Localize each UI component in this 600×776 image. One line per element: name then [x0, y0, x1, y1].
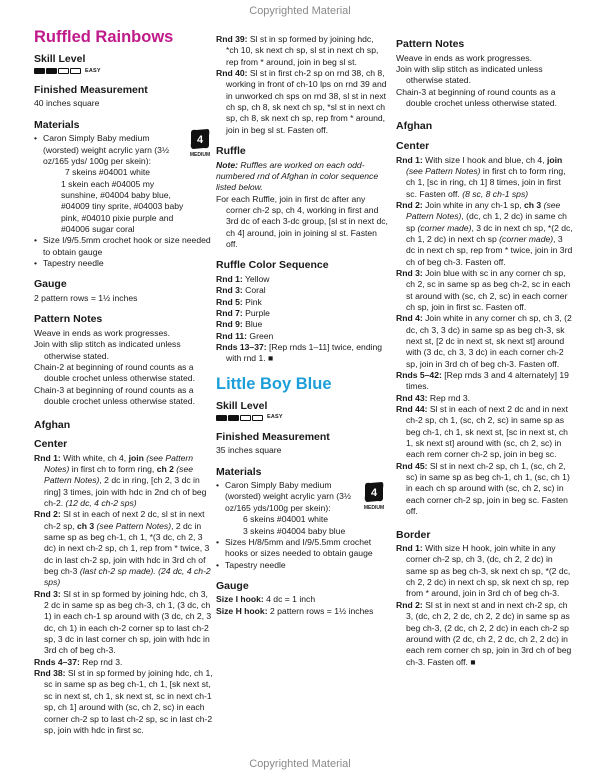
column-left: [34, 28, 214, 736]
ruffle-instruction: For each Ruffle, join in first dc after any corner ch-2 sp, ch 4, working in first and 3rd dc of each 3-dc group, [sl st in next dc, ch 4] around, join in joining sl st. Fasten off.: [216, 193, 388, 250]
finished-measurement-text: 35 inches square: [216, 445, 282, 456]
skill-level-heading: Skill Level: [34, 52, 86, 65]
pattern-notes-heading: Pattern Notes: [34, 313, 103, 326]
pattern-notes-heading: Pattern Notes: [396, 38, 465, 50]
materials-item: • Sizes H/8/5mm and I/9/5.5mm crochet hooks or sizes needed to obtain gauge: [216, 537, 388, 560]
finished-measurement-text: 40 inches square: [34, 98, 100, 109]
materials-item: • Caron Simply Baby medium (worsted) weight acrylic yarn (3½ oz/165 yds/ 100g per skein): 7 skeins #04001 white 1 skein each #04005 my sunshine, #04004 baby blue, #04009 tiny sprite, #04003 baby pink, #04010 pixie purple and #04006 sugar coral: [34, 133, 214, 235]
materials-subitem: 3 skeins #04004 baby blue: [243, 525, 346, 536]
ruffle-sequence-item: Rnd 3: Coral: [216, 285, 266, 296]
round-instruction: Rnd 1: With size I hook and blue, ch 4, join (see Pattern Notes) in first ch to form ring, ch 1, [sc in ring, ch 1] 8 times, join in first sc. Fasten off. (8 sc, 8 ch-1 sps): [396, 154, 566, 199]
round-instruction: Rnd 2: Sl st in each of next 2 dc, sl st in next ch-2 sp, ch 3 (see Pattern Notes), 2 dc in same sp as beg ch-1, ch 1, *(3 dc, ch 2, 3 dc) in next ch-2 sp, ch 1, rep from * twice, 3 dc in last ch-2 sp, join with hdc in 3rd ch of beg ch-3 (last ch-2 sp made). (24 dc, 4 ch-2 sps): [34, 509, 211, 588]
column-middle: [216, 34, 388, 617]
pattern-note: Join with slip stitch as indicated unless otherwise stated.: [396, 63, 543, 86]
round-instruction: Rnd 38: Sl st in sp formed by joining hdc, ch 1, sc in same sp as beg ch-1, ch 1, [sk next st, sc in next st, ch 1, sk next st, sc in next ch-1 sp, ch 1] around with (sc, ch 2, sc) in each corner ch-2 sp to last ch-2 sp, sc in last ch-2 sp, join with hdc in first sc.: [34, 668, 213, 735]
materials-heading: Materials: [34, 118, 80, 131]
skill-level-boxes: [34, 68, 81, 74]
gauge-text: 2 pattern rows = 1½ inches: [34, 293, 138, 304]
materials-subitem: 7 skeins #04001 white: [65, 167, 151, 178]
skill-level-word: EASY: [267, 414, 283, 421]
round-instruction: Rnd 3: Sl st in sp formed by joining hdc, ch 3, 2 dc in same sp as beg ch-3, ch 1, (3 dc, ch 1) in each ch-1 sp around with (3 dc, ch 2, 3 dc, ch 1) in each ch-2 corner sp to last ch-2 sp, 3 dc in last corner ch sp, join with hdc in 3rd ch of beg ch-3.: [34, 588, 212, 656]
center-heading: Center: [34, 438, 68, 450]
ruffle-note: Note: Ruffles are worked on each odd-numbered rnd of Afghan in color sequence listed below.: [216, 159, 379, 193]
pattern-note: Weave in ends as work progresses.: [34, 328, 170, 338]
skill-level-boxes: [216, 415, 263, 421]
skill-box-empty: [240, 415, 251, 421]
finished-measurement-heading: Finished Measurement: [216, 430, 330, 443]
round-instruction: Rnd 43: Rep rnd 3.: [396, 392, 471, 403]
materials-item: • Tapestry needle: [216, 560, 388, 571]
gauge-heading: Gauge: [216, 579, 249, 592]
materials-subitem: 1 skein each #04005 my sunshine, #04004 baby blue, #04009 tiny sprite, #04003 baby pink, #04010 pixie purple and #04006 sugar coral: [61, 178, 184, 235]
round-instruction: Rnd 40: Sl st in first ch-2 sp on rnd 38, ch 8, working in front of ch-10 lps on rnd 39 and in unworked ch sps on rnd 38, sl st in next ch sp, ch 8, sk next ch sp, *sl st in next ch sp, ch 8, sk next ch sp, rep from * around, join in beg sl st. Fasten off.: [216, 68, 387, 135]
finished-measurement-heading: Finished Measurement: [34, 83, 148, 96]
border-round-instruction: Rnd 2: Sl st in next st and in next ch-2 sp, ch 3, (dc, ch 2, 2 dc, ch 2, 2 dc) in same sp as beg ch-3, (2 dc, ch 2, 2 dc) in each ch-2 sp around with (2 dc, ch 2, 2 dc, ch 2, 2 dc) in each rem corner ch sp, join in 3rd ch of beg ch-3. Fasten off. ■: [396, 599, 572, 667]
pattern-note: Join with slip stitch as indicated unless otherwise stated.: [34, 339, 181, 361]
yarn-weight-word: MEDIUM: [363, 504, 385, 511]
ruffle-sequence-item: Rnd 9: Blue: [216, 319, 263, 330]
ruffle-heading: Ruffle: [216, 145, 246, 158]
pattern-note: Chain-2 at beginning of round counts as a double crochet unless otherwise stated.: [34, 362, 195, 384]
skill-level-indicator: [216, 414, 388, 421]
materials-section: [216, 466, 388, 571]
materials-item: • Tapestry needle: [34, 258, 214, 269]
pattern-title-ruffled-rainbows: Ruffled Rainbows: [34, 28, 174, 46]
skill-box-filled: [228, 415, 239, 421]
yarn-weight-word: MEDIUM: [189, 151, 211, 158]
ruffle-sequence-item: Rnd 7: Purple: [216, 308, 270, 319]
materials-list: [34, 133, 214, 269]
pattern-note: Chain-3 at beginning of round counts as a double crochet unless otherwise stated.: [396, 86, 557, 108]
watermark-top: Copyrighted Material: [249, 5, 351, 17]
skill-box-empty: [58, 68, 69, 74]
skill-level-indicator: [34, 68, 214, 75]
afghan-heading: Afghan: [34, 419, 71, 432]
ruffle-sequence-item: Rnd 11: Green: [216, 330, 274, 341]
materials-heading: Materials: [216, 465, 262, 478]
round-instruction: Rnd 39: Sl st in sp formed by joining hdc, *ch 10, sk next ch sp, sl st in next ch sp, rep from * around, join in beg sl st.: [216, 34, 379, 67]
ruffle-sequence-item: Rnds 13–37: [Rep rnds 1–11] twice, ending with rnd 1. ■: [216, 342, 383, 364]
skill-level-heading: Skill Level: [216, 399, 268, 412]
column-right: [396, 38, 574, 668]
skill-level-word: EASY: [85, 67, 101, 74]
materials-item: • Caron Simply Baby medium (worsted) weight acrylic yarn (3½ oz/165 yds/100g per skein): 6 skeins #04001 white 3 skeins #04004 baby blue: [216, 480, 388, 537]
ruffle-color-sequence-list: [216, 274, 388, 365]
pattern-note: Weave in ends as work progresses.: [396, 52, 532, 63]
skill-box-empty: [70, 68, 81, 74]
round-instruction: Rnd 44: Sl st in each of next 2 dc and in next ch-2 sp, ch 1, (sc, ch 2, sc) in same sp as beg ch-1, ch 1, sk next st, [sc in next st, ch 1, sk next st] around with (sc, ch 2, sc) in each rem corner ch-2 sp, join in beg sc.: [396, 404, 568, 460]
gauge-heading: Gauge: [34, 278, 67, 291]
afghan-heading: Afghan: [396, 120, 433, 133]
round-instruction: Rnd 3: Join blue with sc in any corner ch sp, ch 2, sc in same sp as beg ch-2, sc in each st around with (sc, ch 2, sc) in each corner ch sp, join in first sc. Fasten off.: [396, 267, 571, 312]
border-heading: Border: [396, 528, 431, 541]
materials-item: • Size I/9/5.5mm crochet hook or size needed to obtain gauge: [34, 235, 214, 258]
center-heading: Center: [396, 139, 430, 152]
pattern-note: Chain-3 at beginning of round counts as a double crochet unless otherwise stated.: [34, 384, 195, 407]
round-instruction: Rnd 45: Sl st in next ch-2 sp, ch 1, (sc, ch 2, sc) in same sp as beg ch-1, ch 1, (sc, ch 1) in each ch sp around with (sc, ch 2, sc) in each corner ch-2 sp, join in beg sc. Fasten off.: [396, 460, 570, 517]
ruffle-color-sequence-heading: Ruffle Color Sequence: [216, 259, 329, 272]
skill-box-filled: [216, 415, 227, 421]
materials-list: [216, 480, 388, 571]
ruffle-sequence-item: Rnd 5: Pink: [216, 296, 262, 307]
skill-box-filled: [34, 68, 45, 74]
skill-box-filled: [46, 68, 57, 74]
svg-text:4: 4: [196, 133, 204, 146]
skill-box-empty: [252, 415, 263, 421]
gauge-line: Size H hook: 2 pattern rows = 1½ inches: [216, 605, 374, 616]
materials-subitem: 6 skeins #04001 white: [243, 514, 329, 525]
round-instruction: Rnd 4: Join white in any corner ch sp, ch 3, (2 dc, ch 3, 3 dc) in same sp as beg ch-3, sk next st, [2 dc in next st, sk next st] around with (3 dc, ch 3, 3 dc) in each corner ch-2 sp, join in 3rd ch of beg ch-3. Fasten off.: [396, 313, 572, 369]
ruffle-sequence-item: Rnd 1: Yellow: [216, 274, 270, 285]
round-instruction: Rnd 2: Join white in any ch-1 sp, ch 3 (see Pattern Notes), (dc, ch 1, 2 dc) in same ch sp (corner made), 3 dc in next ch sp, *(2 dc, ch 1, 2 dc) in next ch sp (corner made), 3 dc in next ch sp, rep from * twice, join in 3rd ch of beg ch-3. Fasten off.: [396, 199, 573, 267]
round-instruction: Rnds 5–42: [Rep rnds 3 and 4 alternately] 19 times.: [396, 370, 569, 392]
svg-text:4: 4: [370, 486, 378, 499]
pattern-title-little-boy-blue: Little Boy Blue: [216, 374, 332, 393]
round-instruction: Rnd 1: With white, ch 4, join (see Pattern Notes) in first ch to form ring, ch 2 (see Pattern Notes), 2 dc in ring, [ch 2, 3 dc in ring] 3 times, join with hdc in 2nd ch of beg ch-2. (12 dc, 4 ch-2 sps): [34, 452, 207, 508]
materials-section: [34, 119, 214, 270]
border-round-instruction: Rnd 1: With size H hook, join white in any corner ch-2 sp, ch 3, (dc, ch 2, 2 dc) in same sp as beg ch-3, sk next ch sp, *(2 dc, ch 2, 2 dc) in next ch sp, sk next ch sp, rep from * around, join in 3rd ch of beg ch-3.: [396, 543, 571, 599]
gauge-line: Size I hook: 4 dc = 1 inch: [216, 594, 316, 605]
round-instruction: Rnds 4–37: Rep rnd 3.: [34, 656, 123, 667]
watermark-bottom: Copyrighted Material: [249, 758, 351, 770]
